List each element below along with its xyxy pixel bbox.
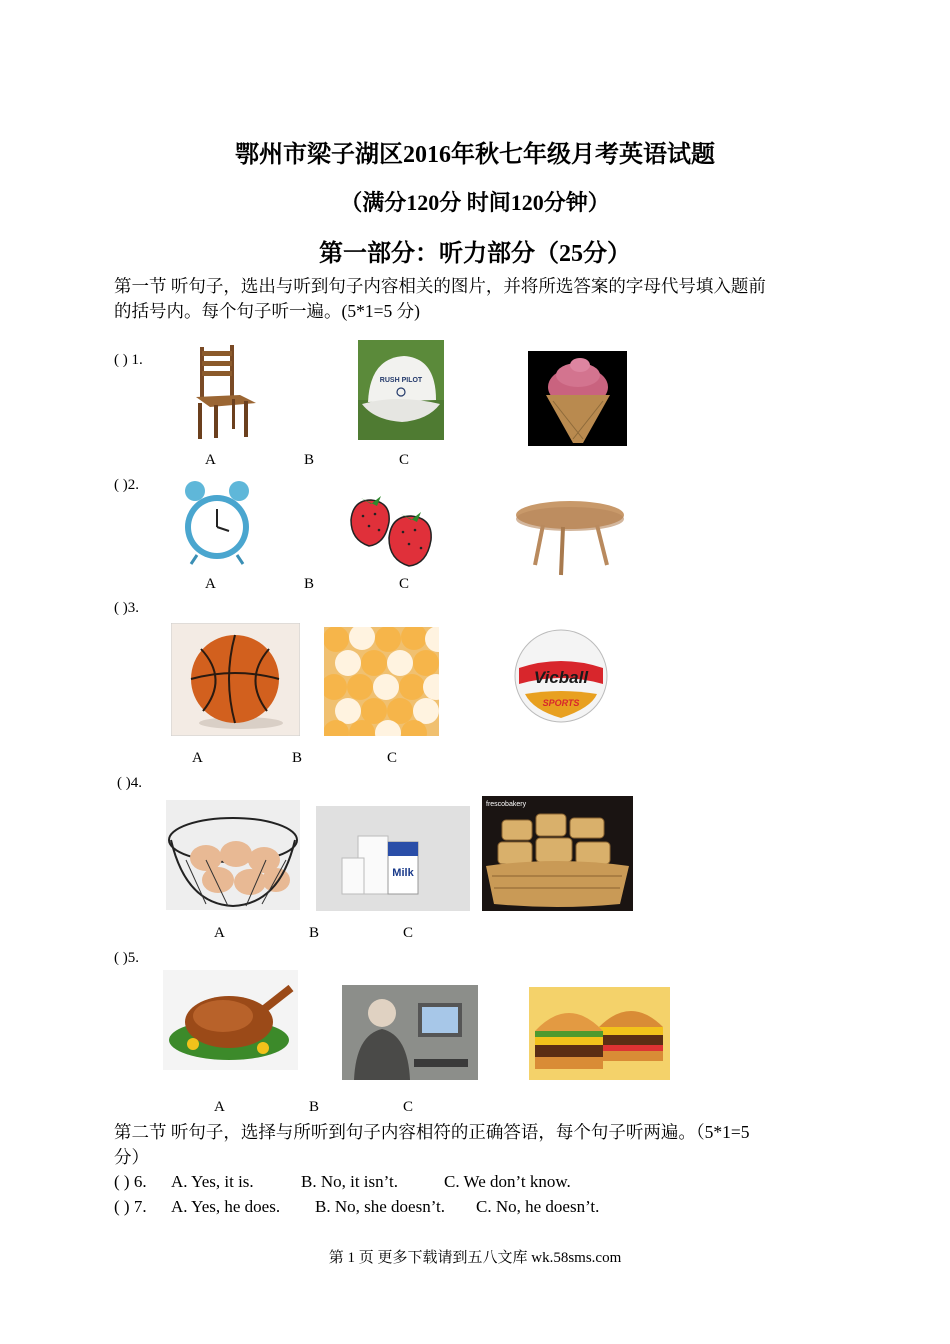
q5-label-a: A (214, 1099, 225, 1115)
part-heading: 第一部分：听力部分（25分） (319, 241, 631, 267)
section2-instruction-line1: 第二节 听句子，选择与所听到句子内容相符的正确答语，每个句子听两遍。（5*1=5 (114, 1122, 750, 1142)
section2-instruction-line2: 分） (114, 1147, 149, 1167)
question-5-number: ( )5. (114, 950, 139, 966)
ping-pong-balls-image (324, 627, 439, 736)
volleyball-image (511, 628, 611, 725)
q4-label-b: B (309, 925, 320, 941)
round-table-image (513, 491, 627, 577)
q3-label-c: C (387, 750, 398, 766)
q3-label-b: B (292, 750, 303, 766)
q2-label-a: A (205, 576, 216, 592)
section2-instruction (114, 1120, 839, 1170)
q2-label-c: C (399, 576, 410, 592)
question-6-number: ( ) 6. (114, 1172, 147, 1191)
eggs-basket-image (166, 800, 300, 910)
q5-label-c: C (403, 1099, 414, 1115)
question-7 (114, 1197, 147, 1217)
q7-option-b: B. No, she doesn’t. (315, 1197, 446, 1216)
question-7-number: ( ) 7. (114, 1197, 147, 1216)
chair-image (186, 343, 264, 440)
page-footer: 第 1 页 更多下载请到五八文库 wk.58sms.com (328, 1250, 622, 1266)
section1-instruction-line1: 第一节 听句子，选出与听到句子内容相关的图片，并将所选答案的字母代号填入题前 (114, 276, 766, 296)
q7-option-a: A. Yes, he does. (171, 1197, 281, 1216)
q6-option-b: B. No, it isn’t. (301, 1172, 398, 1191)
question-2-number: ( )2. (114, 477, 139, 493)
man-at-computer-image (342, 985, 478, 1080)
question-3-number: ( )3. (114, 600, 139, 616)
milk-carton-text: Milk (392, 867, 414, 879)
volleyball-sub-text: SPORTS (542, 698, 580, 708)
strawberries-image (347, 492, 442, 572)
section1-instruction-line2: 的括号内。每个句子听一遍。(5*1=5 分) (114, 301, 420, 321)
section1-instruction (114, 274, 839, 324)
basketball-image (171, 623, 300, 736)
q1-label-a: A (205, 452, 216, 468)
q6-option-c: C. We don’t know. (444, 1172, 571, 1191)
q6-option-a: A. Yes, it is. (171, 1172, 254, 1191)
hamburgers-image (529, 987, 670, 1080)
q2-label-b: B (304, 576, 315, 592)
q3-label-a: A (192, 750, 203, 766)
bread-basket-image (482, 796, 633, 911)
page-subtitle: （满分120分 时间120分钟） (340, 190, 610, 215)
question-6 (114, 1172, 147, 1192)
roast-chicken-image (163, 970, 298, 1070)
alarm-clock-image (181, 479, 253, 566)
q5-label-b: B (309, 1099, 320, 1115)
q1-label-b: B (304, 452, 315, 468)
bakery-text: frescobakery (486, 801, 527, 808)
q1-label-c: C (399, 452, 410, 468)
baseball-cap-image (358, 340, 444, 440)
page-title: 鄂州市梁子湖区2016年秋七年级月考英语试题 (235, 142, 715, 168)
question-4-number: ( )4. (117, 775, 142, 791)
volleyball-brand-text: Vicball (533, 668, 589, 687)
q7-option-c: C. No, he doesn’t. (476, 1197, 600, 1216)
cap-text: RUSH PILOT (379, 377, 423, 384)
q4-label-a: A (214, 925, 225, 941)
ice-cream-cone-image (528, 351, 627, 446)
question-1-number: ( ) 1. (114, 352, 143, 368)
milk-image (316, 806, 470, 911)
q4-label-c: C (403, 925, 414, 941)
